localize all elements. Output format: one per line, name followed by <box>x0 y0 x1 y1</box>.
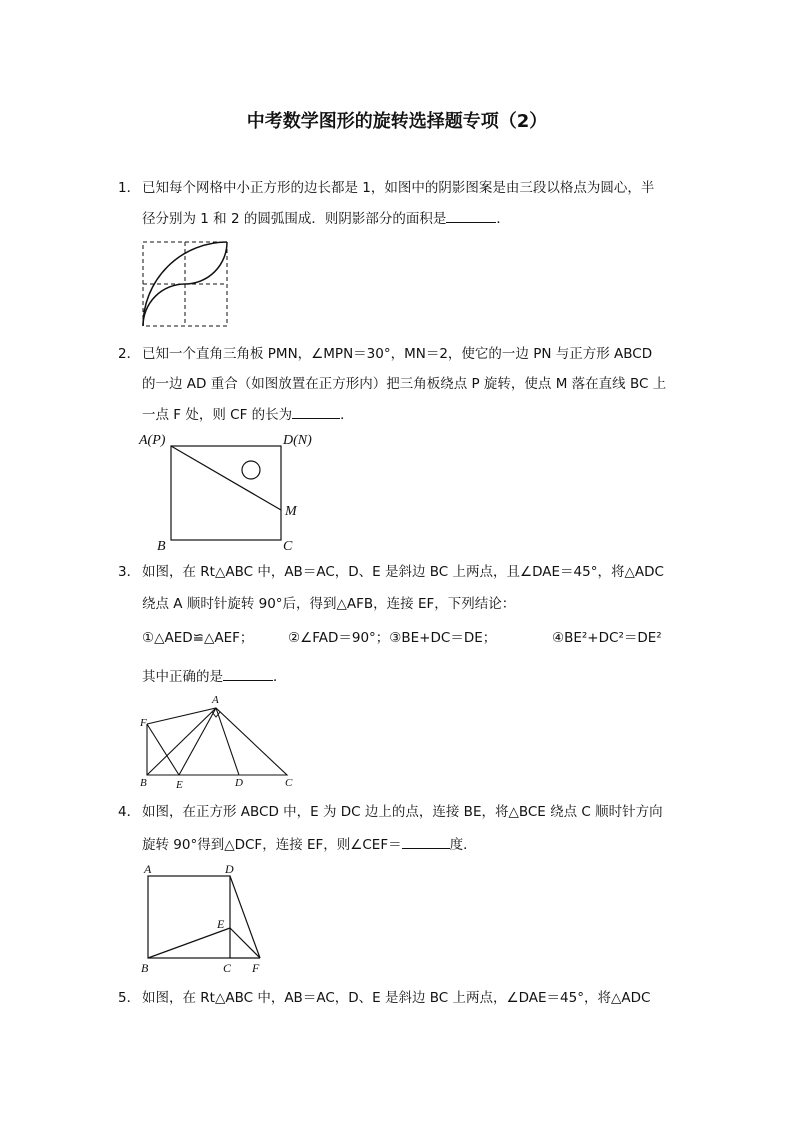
q2-number: 2． <box>118 346 141 362</box>
q3-label-f: F <box>140 717 147 729</box>
q5-line1: 如图，在 Rt△ABC 中，AB＝AC，D、E 是斜边 BC 上两点，∠DAE＝45°，将△ADC <box>142 990 651 1006</box>
q3-answer-blank[interactable] <box>223 666 273 681</box>
q1-line2 <box>142 208 510 229</box>
q2-line1: 已知一个直角三角板 PMN，∠MPN＝30°，MN＝2，使它的一边 PN 与正方形 ABCD <box>142 346 653 362</box>
q3-label-b: B <box>140 777 147 789</box>
q4-label-b: B <box>141 961 149 975</box>
q3-choice-4: ④BE²+DC²＝DE² <box>552 630 662 646</box>
q2-line2: 的一边 AD 重合（如图放置在正方形内）把三角板绕点 P 旋转，使点 M 落在直线 BC 上 <box>142 376 667 392</box>
q5-number: 5． <box>118 990 141 1006</box>
q3-choice-1: ①△AED≌△AEF； <box>142 630 254 646</box>
q1-line2-text: 径分别为 1 和 2 的圆弧围成．则阴影部分的面积是 <box>142 211 447 227</box>
q3-choice-2-3: ②∠FAD＝90°；③BE+DC＝DE； <box>288 630 497 646</box>
q4-label-a: A <box>144 862 152 876</box>
q3-segment-fe <box>147 724 179 775</box>
q2-label-c: C <box>283 539 293 554</box>
q2-line3-text: 一点 F 处，则 CF 的长为 <box>142 407 293 423</box>
q3-line1: 如图，在 Rt△ABC 中，AB＝AC，D、E 是斜边 BC 上两点，且∠DAE＝45°，将△ADC <box>142 564 664 580</box>
q2-square <box>171 446 281 540</box>
q3-label-c: C <box>285 777 293 789</box>
q1-figure <box>140 240 230 328</box>
q4-segment-df <box>230 876 260 958</box>
q2-label-dn: D(N) <box>283 433 312 448</box>
q2-label-m: M <box>285 504 297 519</box>
q3-line2: 绕点 A 顺时针旋转 90°后，得到△AFB，连接 EF，下列结论： <box>142 596 516 612</box>
q4-line2 <box>142 834 477 855</box>
q2-line3 <box>142 404 354 425</box>
q2-triangle-hole <box>242 461 260 479</box>
page-title: 中考数学图形的旋转选择题专项（2） <box>246 111 548 132</box>
q3-label-a: A <box>212 694 219 706</box>
q3-figure <box>135 694 305 790</box>
q2-label-ap: A(P) <box>139 433 166 448</box>
q4-segment-ef <box>230 928 260 958</box>
q2-line3-end: ． <box>340 407 354 423</box>
q2-figure <box>135 430 325 555</box>
q3-number: 3． <box>118 564 141 580</box>
q3-segment-ad <box>216 708 239 775</box>
q3-segment-ae <box>179 708 216 775</box>
q2-label-b: B <box>157 539 166 554</box>
q4-segment-be <box>148 928 230 958</box>
q3-label-e: E <box>176 779 183 790</box>
q3-line4 <box>142 666 287 687</box>
q1-number: 1． <box>118 180 141 196</box>
q3-outline <box>147 708 287 775</box>
q4-number: 4． <box>118 804 141 820</box>
q2-segment-pm <box>171 446 281 510</box>
q4-label-f: F <box>252 961 260 975</box>
q4-line2-text: 旋转 90°得到△DCF，连接 EF，则∠CEF＝ <box>142 837 402 853</box>
q4-answer-blank[interactable] <box>402 834 450 849</box>
q1-line1: 已知每个网格中小正方形的边长都是 1，如图中的阴影图案是由三段以格点为圆心，半 <box>142 180 655 196</box>
q1-answer-blank[interactable] <box>446 208 496 223</box>
q3-line4-text: 其中正确的是 <box>142 669 223 685</box>
q4-label-e: E <box>217 917 225 931</box>
q4-label-c: C <box>223 961 232 975</box>
q2-answer-blank[interactable] <box>292 404 340 419</box>
q4-line1: 如图，在正方形 ABCD 中，E 为 DC 边上的点，连接 BE，将△BCE 绕点 C 顺时针方向 <box>142 804 663 820</box>
q4-line2-end: 度． <box>449 837 477 853</box>
q1-line2-end: ． <box>496 211 510 227</box>
q4-figure <box>138 860 268 976</box>
q4-label-d: D <box>225 862 234 876</box>
q3-line4-end: ． <box>273 669 287 685</box>
q3-label-d: D <box>235 777 243 789</box>
